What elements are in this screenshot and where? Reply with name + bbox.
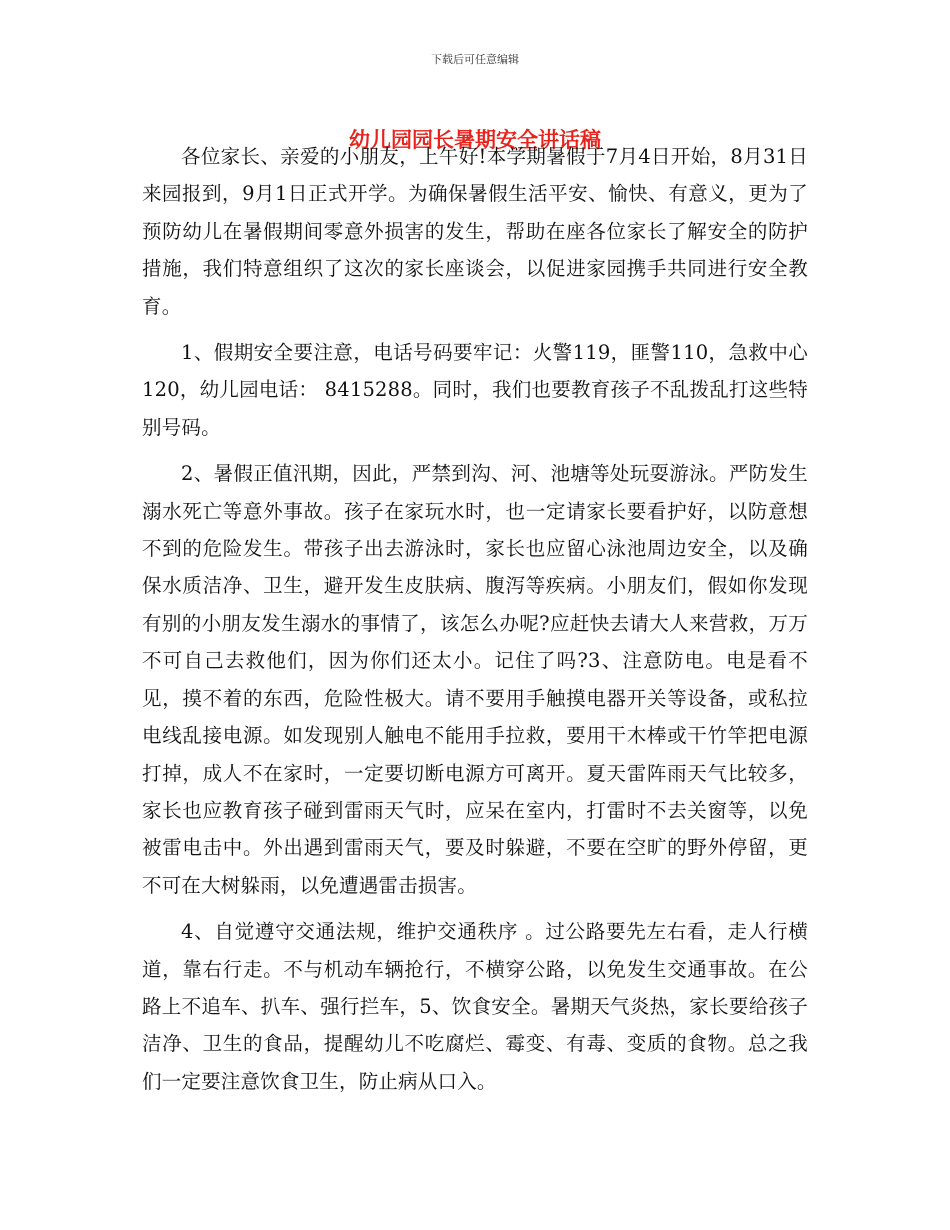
paragraph-traffic-food-safety: 4、自觉遵守交通法规，维护交通秩序 。过公路要先左右看，走人行横道，靠右行走。不与机动车辆抢行，不横穿公路，以免发生交通事故。在公路上不追车、扒车、强行拦车，5、饮食安全。暑期天气炎热，家长要给孩子洁净、卫生的食品，提醒幼儿不吃腐烂、霉变、有毒、变质的食物。总之我们一定要注意饮食卫生，防止病从口入。 [142, 920, 808, 1093]
page-header-note: 下载后可任意编辑 [431, 53, 519, 66]
paragraph-phone-numbers: 1、假期安全要注意，电话号码要牢记：火警119，匪警110，急救中心120，幼儿园电话： 8415288。同时，我们也要教育孩子不乱拨乱打这些特别号码。 [142, 341, 808, 439]
paragraph-greeting: 各位家长、亲爱的小朋友，上午好!本学期暑假于7月4日开始，8月31日来园报到，9月1日正式开学。为确保暑假生活平安、愉快、有意义，更为了预防幼儿在暑假期间零意外损害的发生，帮助在座各位家长了解安全的防护措施，我们特意组织了这次的家长座谈会，以促进家园携手共同进行安全教育。 [142, 145, 808, 318]
document-title: 幼儿园园长暑期安全讲话稿 [349, 127, 601, 153]
document-body [142, 138, 808, 1100]
paragraph-water-electricity-safety: 2、暑假正值汛期，因此，严禁到沟、河、池塘等处玩耍游泳。严防发生溺水死亡等意外事故。孩子在家玩水时，也一定请家长要看护好，以防意想不到的危险发生。带孩子出去游泳时，家长也应留心泳池周边安全，以及确保水质洁净、卫生，避开发生皮肤病、腹泻等疾病。小朋友们，假如你发现有别的小朋友发生溺水的事情了，该怎么办呢?应赶快去请大人来营救，万万不可自己去救他们，因为你们还太小。记住了吗?3、注意防电。电是看不见，摸不着的东西，危险性极大。请不要用手触摸电器开关等设备，或私拉电线乱接电源。如发现别人触电不能用手拉救，要用干木棒或干竹竿把电源打掉，成人不在家时，一定要切断电源方可离开。夏天雷阵雨天气比较多，家长也应教育孩子碰到雷雨天气时，应呆在室内，打雷时不去关窗等，以免被雷电击中。外出遇到雷雨天气，要及时躲避，不要在空旷的野外停留，更不可在大树躲雨，以免遭遇雷击损害。 [142, 462, 808, 897]
